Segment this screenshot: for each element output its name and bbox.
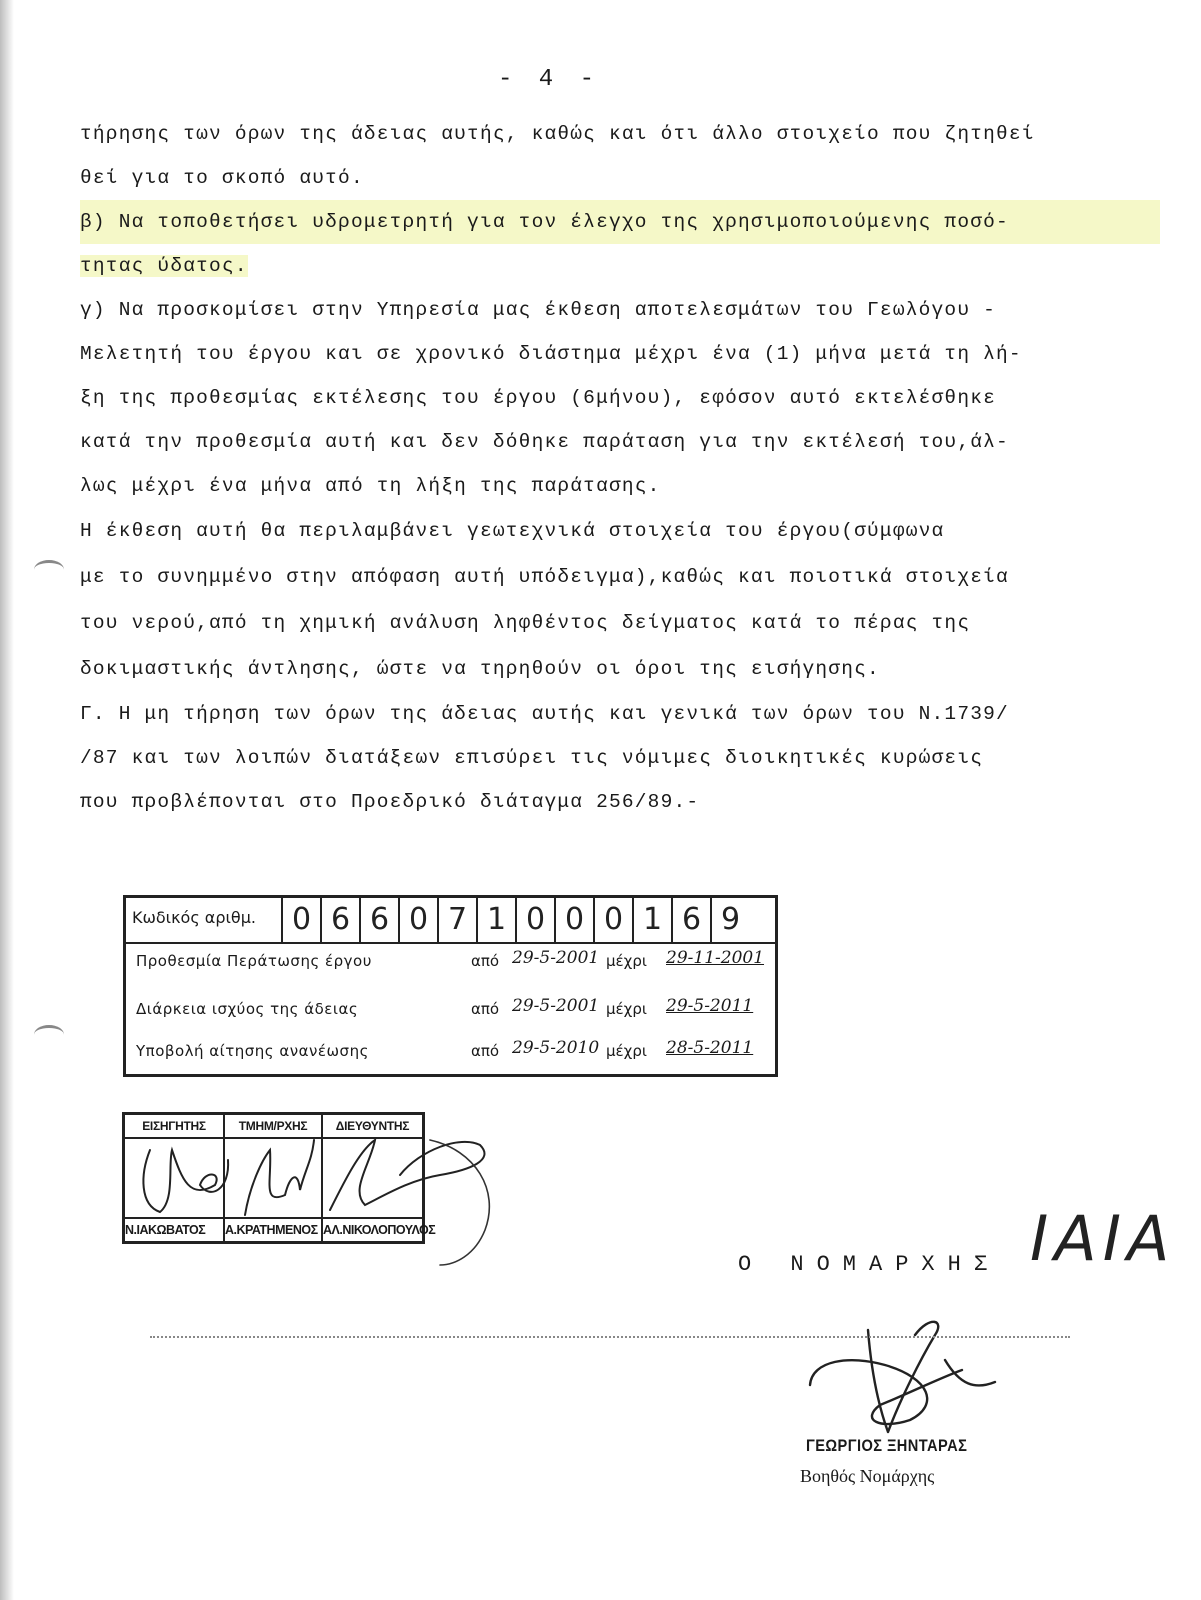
section-head-header: ΤΜΗΜ/ΡΧΗΣ [225,1115,321,1139]
text-line: γ) Να προσκομίσει στην Υπηρεσία μας έκθεση αποτελεσμάτων του Γεωλόγου - [80,299,997,321]
code-digit: 0 [398,898,437,942]
code-digit: 0 [593,898,632,942]
row-label: Διάρκεια ισχύος της άδειας [136,1000,359,1018]
to-date: 29-5-2011 [666,996,754,1016]
to-label: μέχρι [606,1000,647,1018]
code-label: Κωδικός αριθμ. [132,908,256,927]
stamp-arc [430,1140,489,1265]
rapporteur-header: ΕΙΣΗΓΗΤΗΣ [125,1115,223,1139]
text-line: κατά την προθεσμία αυτή και δεν δόθηκε παράταση για την εκτέλεσή του,άλ- [80,431,1009,453]
text-line: του νερού,από τη χημική ανάλυση ληφθέντος δείγματος κατά το πέρας της [80,612,971,634]
section-head-name: Α.ΚΡΑΤΗΜΕΝΟΣ [225,1217,321,1241]
to-date: 28-5-2011 [666,1038,754,1058]
director-header: ΔΙΕΥΘΥΝΤΗΣ [323,1115,422,1139]
director-name: ΑΛ.ΝΙΚΟΛΟΠΟΥΛΟΣ [323,1217,422,1241]
text-line-highlighted: τητας ύδατος. [80,255,248,277]
text-line: τήρησης των όρων της άδειας αυτής, καθώς και ότι άλλο στοιχείο που ζητηθεί [80,123,1035,145]
to-label: μέχρι [606,1042,647,1060]
signer-name: ΓΕΩΡΓΙΟΣ ΞΗΝΤΑΡΑΣ [806,1436,968,1455]
director-signature [330,1140,484,1210]
code-digit: 6 [320,898,359,942]
code-digit: 6 [671,898,710,942]
rapporteur-signature [143,1150,228,1212]
text-line: /87 και των λοιπών διατάξεων επισύρει τις νόμιμες διοικητικές κυρώσεις [80,747,984,769]
section-head-signature [245,1140,314,1215]
from-date: 29-5-2001 [512,948,600,968]
text-line-highlighted: β) Να τοποθετήσει υδρομετρητή για τον έλεγχο της χρησιμοποιούμενης ποσό- [80,200,1160,244]
text-line: λως μέχρι ένα μήνα από τη λήξη της παράτασης. [80,475,661,497]
code-digit: 6 [359,898,398,942]
from-label: από [471,1042,500,1060]
text-line: που προβλέπονται στο Προεδρικό διάταγμα 256/89.- [80,791,700,813]
to-date: 29-11-2001 [666,948,765,968]
text-line: με το συνημμένο στην απόφαση αυτή υπόδειγμα),καθώς και ποιοτικά στοιχεία [80,566,1009,588]
nomarch-title: Ο ΝΟΜΑΡΧΗΣ [738,1252,1001,1277]
signer-title: Βοηθός Νομάρχης [800,1466,935,1486]
code-digit: 1 [632,898,671,942]
to-label: μέχρι [606,952,647,970]
dotted-separator [150,1336,1070,1338]
text-line: ξη της προθεσμίας εκτέλεσης του έργου (6μήνου), εφόσον αυτό εκτελέσθηκε [80,387,997,409]
text-line: Μελετητή του έργου και σε χρονικό διάστημα μέχρι ένα (1) μήνα μετά τη λή- [80,343,1022,365]
text-line: Γ. Η μη τήρηση των όρων της άδειας αυτής και γενικά των όρων του Ν.1739/ [80,703,1009,725]
code-digit: 0 [515,898,554,942]
code-digit: 0 [281,898,320,942]
code-digit: 1 [476,898,515,942]
code-digit: 9 [710,898,749,942]
page-number: - 4 - [498,66,601,93]
text-line: δοκιμαστικής άντλησης, ώστε να τηρηθούν οι όροι της εισήγησης. [80,658,880,680]
code-digit: 0 [554,898,593,942]
rapporteur-name: Ν.ΙΑΚΩΒΑΤΟΣ [125,1217,223,1241]
text-line: Η έκθεση αυτή θα περιλαμβάνει γεωτεχνικά στοιχεία του έργου(σύμφωνα [80,520,945,542]
row-label: Προθεσμία Περάτωσης έργου [136,952,372,970]
main-signature [810,1322,995,1432]
from-date: 29-5-2010 [512,1038,600,1058]
from-date: 29-5-2001 [512,996,600,1016]
row-label: Υποβολή αίτησης ανανέωσης [136,1042,369,1060]
from-label: από [471,1000,500,1018]
from-label: από [471,952,500,970]
text-line: θεί για το σκοπό αυτό. [80,167,364,189]
handwritten-mark: ΙΑΙΑ [1030,1202,1176,1275]
code-digit: 7 [437,898,476,942]
